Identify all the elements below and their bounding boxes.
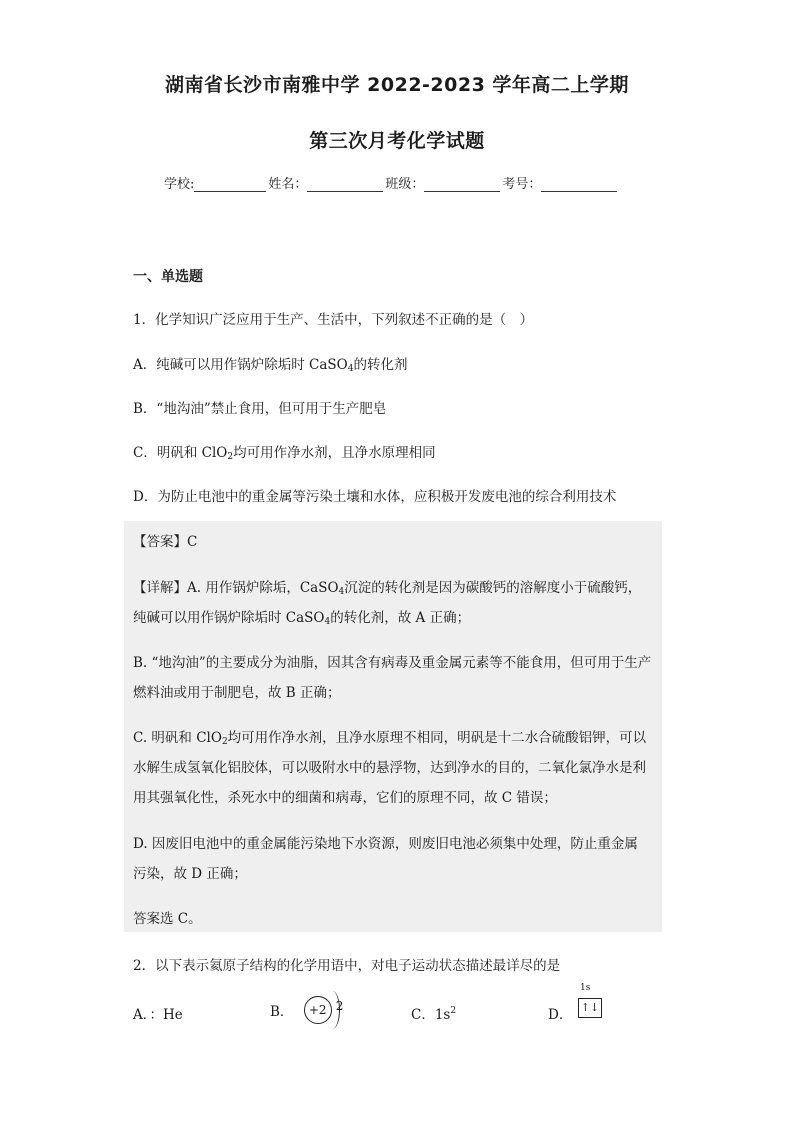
detail-c-line2: 水解生成氢氧化铝胶体，可以吸附水中的悬浮物，达到净水的目的，二氧化氯净水是利 [133, 760, 646, 776]
detail-d-line1: D. 因废旧电池中的重金属能污染地下水资源，则废旧电池必须集中处理，防止重金属 [133, 836, 638, 852]
student-info-fields [164, 173, 619, 192]
q1-stem: 1．化学知识广泛应用于生产、生活中，下列叙述不正确的是（ ） [133, 312, 534, 328]
detail-b-line2: 燃料油或用于制肥皂，故 B 正确； [133, 685, 341, 701]
q2-option-a: A．：He [133, 1007, 183, 1023]
q2-stem: 2．以下表示氦原子结构的化学用语中，对电子运动状态描述最详尽的是 [133, 958, 561, 974]
q1-option-d: D．为防止电池中的重金属等污染土壤和水体，应积极开发废电池的综合利用技术 [133, 489, 617, 505]
detail-c-line1: C. 明矾和 ClO$_2$均可用作净水剂，且净水原理不相同，明矾是十二水合硫酸铝钾，可以 [133, 730, 647, 747]
q2-option-c: C．$1s^2$ [411, 1006, 457, 1023]
name-blank[interactable] [307, 177, 383, 192]
q2-option-d: D． 1s ↑↓ [548, 1003, 572, 1023]
exam-title-line2: 第三次月考化学试题 [309, 130, 485, 152]
q1-option-c: C．明矾和 ClO$_2$均可用作净水剂，且净水原理相同 [133, 445, 436, 462]
orbital-label: 1s [580, 983, 591, 993]
q2-option-b: B． +2 2 [270, 996, 332, 1024]
q1-option-a: A．纯碱可以用作锅炉除垢时 CaSO$_4$的转化剂 [133, 357, 408, 374]
section-title: 一、单选题 [133, 269, 203, 285]
exam-title-line1: 湖南省长沙市南雅中学 2022-2023 学年高二上学期 [165, 74, 629, 96]
school-label: 学校: [164, 177, 195, 192]
nucleus-charge: +2 [308, 1003, 327, 1017]
detail-a-line2: 纯碱可以用作锅炉除垢时 CaSO$_4$的转化剂，故 A 正确； [133, 610, 471, 627]
detail-d-line2: 污染，故 D 正确； [133, 866, 247, 882]
orbital-box-arrows: ↑↓ [578, 998, 602, 1018]
number-blank[interactable] [541, 177, 617, 192]
answer-conclusion: 答案选 C。 [133, 911, 202, 927]
detail-b-line1: B. “地沟油”的主要成分为油脂，因其含有病毒及重金属元素等不能食用，但可用于生产 [133, 655, 652, 671]
class-label: 班级： [385, 177, 425, 192]
shell-electron-count: 2 [335, 999, 344, 1013]
number-label: 考号： [502, 177, 542, 192]
class-blank[interactable] [424, 177, 500, 192]
name-label: 姓名： [268, 177, 308, 192]
answer-label: 【答案】C [133, 534, 198, 550]
q1-option-b: B．“地沟油”禁止食用，但可用于生产肥皂 [133, 401, 387, 417]
school-blank[interactable] [194, 177, 266, 192]
detail-a-line1: 【详解】A. 用作锅炉除垢，CaSO$_4$沉淀的转化剂是因为碳酸钙的溶解度小于硫酸钙， [133, 580, 642, 597]
detail-c-line3: 用其强氧化性，杀死水中的细菌和病毒，它们的原理不同，故 C 错误； [133, 790, 557, 806]
